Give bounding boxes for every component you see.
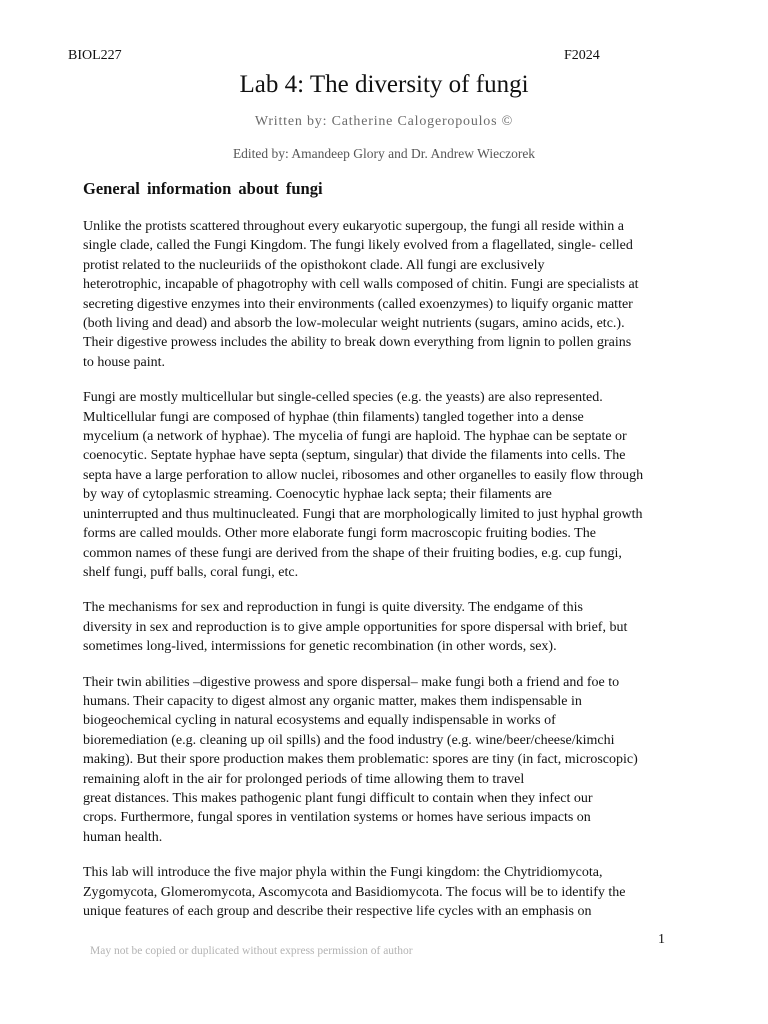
document-title: Lab 4: The diversity of fungi — [239, 71, 529, 98]
editors-line: Edited by: Amandeep Glory and Dr. Andrew Wieczorek — [232, 146, 536, 161]
term-label: F2024 — [564, 48, 600, 63]
author-line: Written by: Catherine Calogeropoulos © — [254, 114, 514, 129]
paragraph-friend-foe: Their twin abilities –digestive prowess and spore dispersal– make fungi both a friend and foe to humans. Their capacity to digest almost any organic matter, makes them indispensable in biogeochemical cycling in natural ecosystems and equally indispensable in works of bioremediation (e.g. cleaning up oil spills) and the food industry (e.g. wine/beer/cheese/kimchi making). But their spore production makes them problematic: spores are tiny (in fact, microscopic) remaining aloft in the air for prolonged periods of time allowing them to travel great distances. This makes pathogenic plant fungi difficult to contain when they infect our crops. Furthermore, fungal spores in ventilation systems or homes have serious impacts on human health. — [83, 674, 638, 845]
course-code: BIOL227 — [68, 48, 122, 63]
copyright-footer: May not be copied or duplicated without express permission of author — [90, 945, 413, 957]
page-number: 1 — [658, 932, 665, 947]
paragraph-morphology: Fungi are mostly multicellular but single-celled species (e.g. the yeasts) are also represented. Multicellular fungi are composed of hyphae (thin filaments) tangled together into a dense mycelium (a network of hyphae). The mycelia of fungi are haploid. The hyphae can be septate or coenocytic. Septate hyphae have septa (septum, singular) that divide the filaments into cells. The septa have a large perforation to allow nuclei, ribosomes and other organelles to easily flow through by way of cytoplasmic streaming. Coenocytic hyphae lack septa; their filaments are uninterrupted and thus multinucleated. Fungi that are morphologically limited to just hyphal growth forms are called moulds. Other more elaborate fungi form macroscopic fruiting bodies. The common names of these fungi are derived from the shape of their fruiting bodies, e.g. cup fungi, shelf fungi, puff balls, coral fungi, etc. — [83, 390, 644, 580]
paragraph-digestion: Unlike the protists scattered throughout every eukaryotic supergoup, the fungi all reside within a single clade, called the Fungi Kingdom. The fungi likely evolved from a flagellated, single- celled protist related to the nucleuriids of the opisthokont clade. All fungi are exclusively heterotrophic, incapable of phagotrophy with cell walls composed of chitin. Fungi are specialists at secreting digestive enzymes into their environments (called exoenzymes) to liquify organic matter (both living and dead) and absorb the low-molecular weight nutrients (sugars, amino acids, etc.). Their digestive prowess includes the ability to break down everything from lignin to pollen grains to house paint. — [83, 219, 639, 370]
paragraph-reproduction: The mechanisms for sex and reproduction in fungi is quite diversity. The endgame of this diversity in sex and reproduction is to give ample opportunities for spore dispersal with brief, but sometimes long-lived, intermissions for genetic recombination (in other words, sex). — [83, 600, 628, 655]
paragraph-lab-intro: This lab will introduce the five major phyla within the Fungi kingdom: the Chytridiomycota, Zygomycota, Glomeromycota, Ascomycota and Basidiomycota. The focus will be to identify the unique features of each group and describe their respective life cycles with an emphasis on — [83, 865, 626, 919]
section-body — [83, 217, 693, 937]
section-heading: General information about fungi — [83, 179, 323, 198]
